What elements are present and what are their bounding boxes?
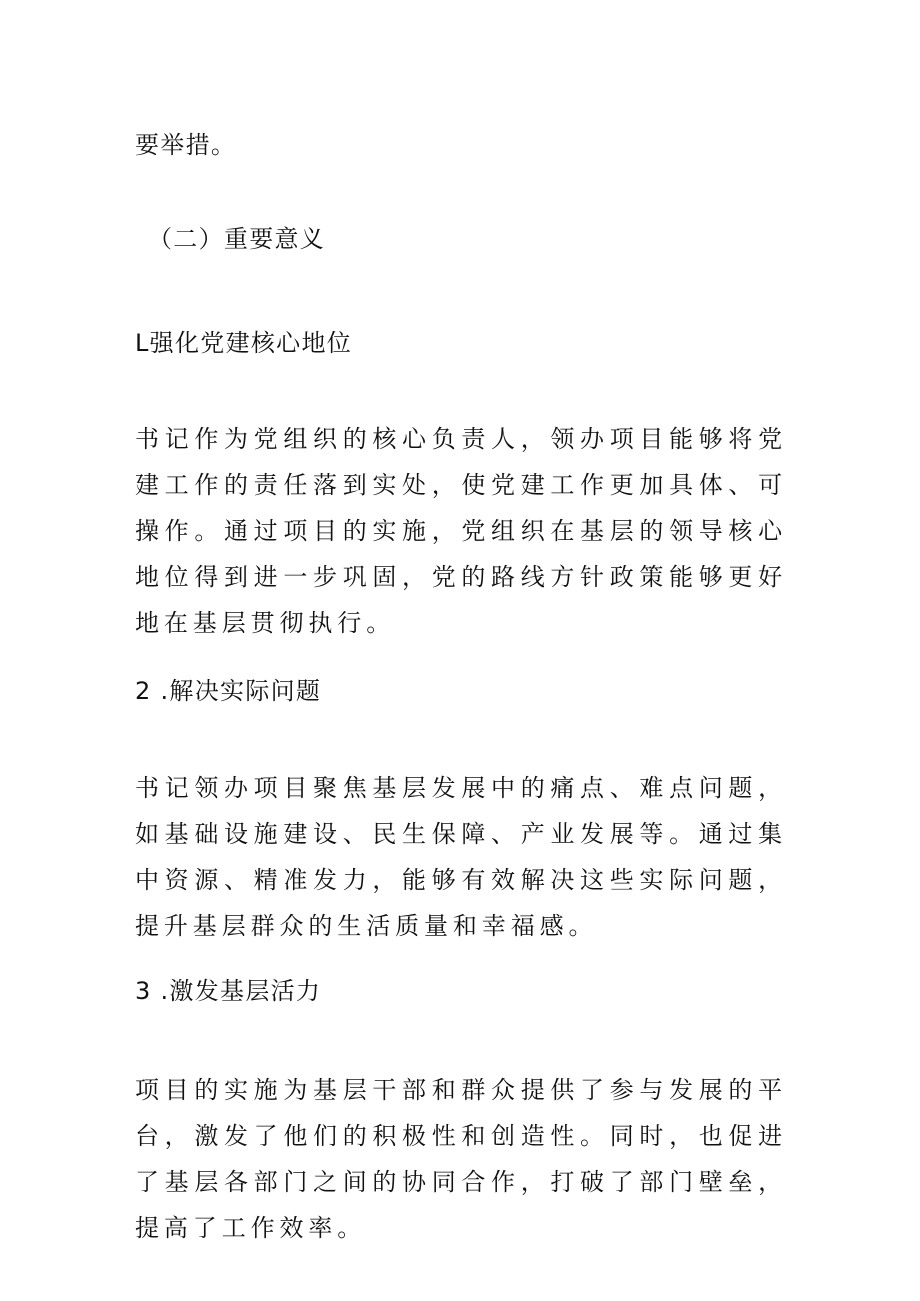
continuation-text: 要举措。 <box>135 131 237 159</box>
section-heading: （二）重要意义 <box>148 225 326 253</box>
item-heading-1: L强化党建核心地位 <box>135 329 353 357</box>
item-body-1: 书记作为党组织的核心负责人，领办项目能够将党建工作的责任落到实处，使党建工作更加具体、可操作。通过项目的实施，党组织在基层的领导核心地位得到进一步巩固，党的路线方针政策能够更好地在基层贯彻执行。 <box>135 425 787 637</box>
item-body-2: 书记领办项目聚焦基层发展中的痛点、难点问题，如基础设施建设、民生保障、产业发展等。通过集中资源、精准发力，能够有效解决这些实际问题，提升基层群众的生活质量和幸福感。 <box>135 774 787 940</box>
item-body-3: 项目的实施为基层干部和群众提供了参与发展的平台，激发了他们的积极性和创造性。同时，也促进了基层各部门之间的协同合作，打破了部门壁垒，提高了工作效率。 <box>135 1076 787 1242</box>
item-heading-2: 2 .解决实际问题 <box>135 677 322 705</box>
item-heading-3: 3 .激发基层活力 <box>135 977 322 1005</box>
